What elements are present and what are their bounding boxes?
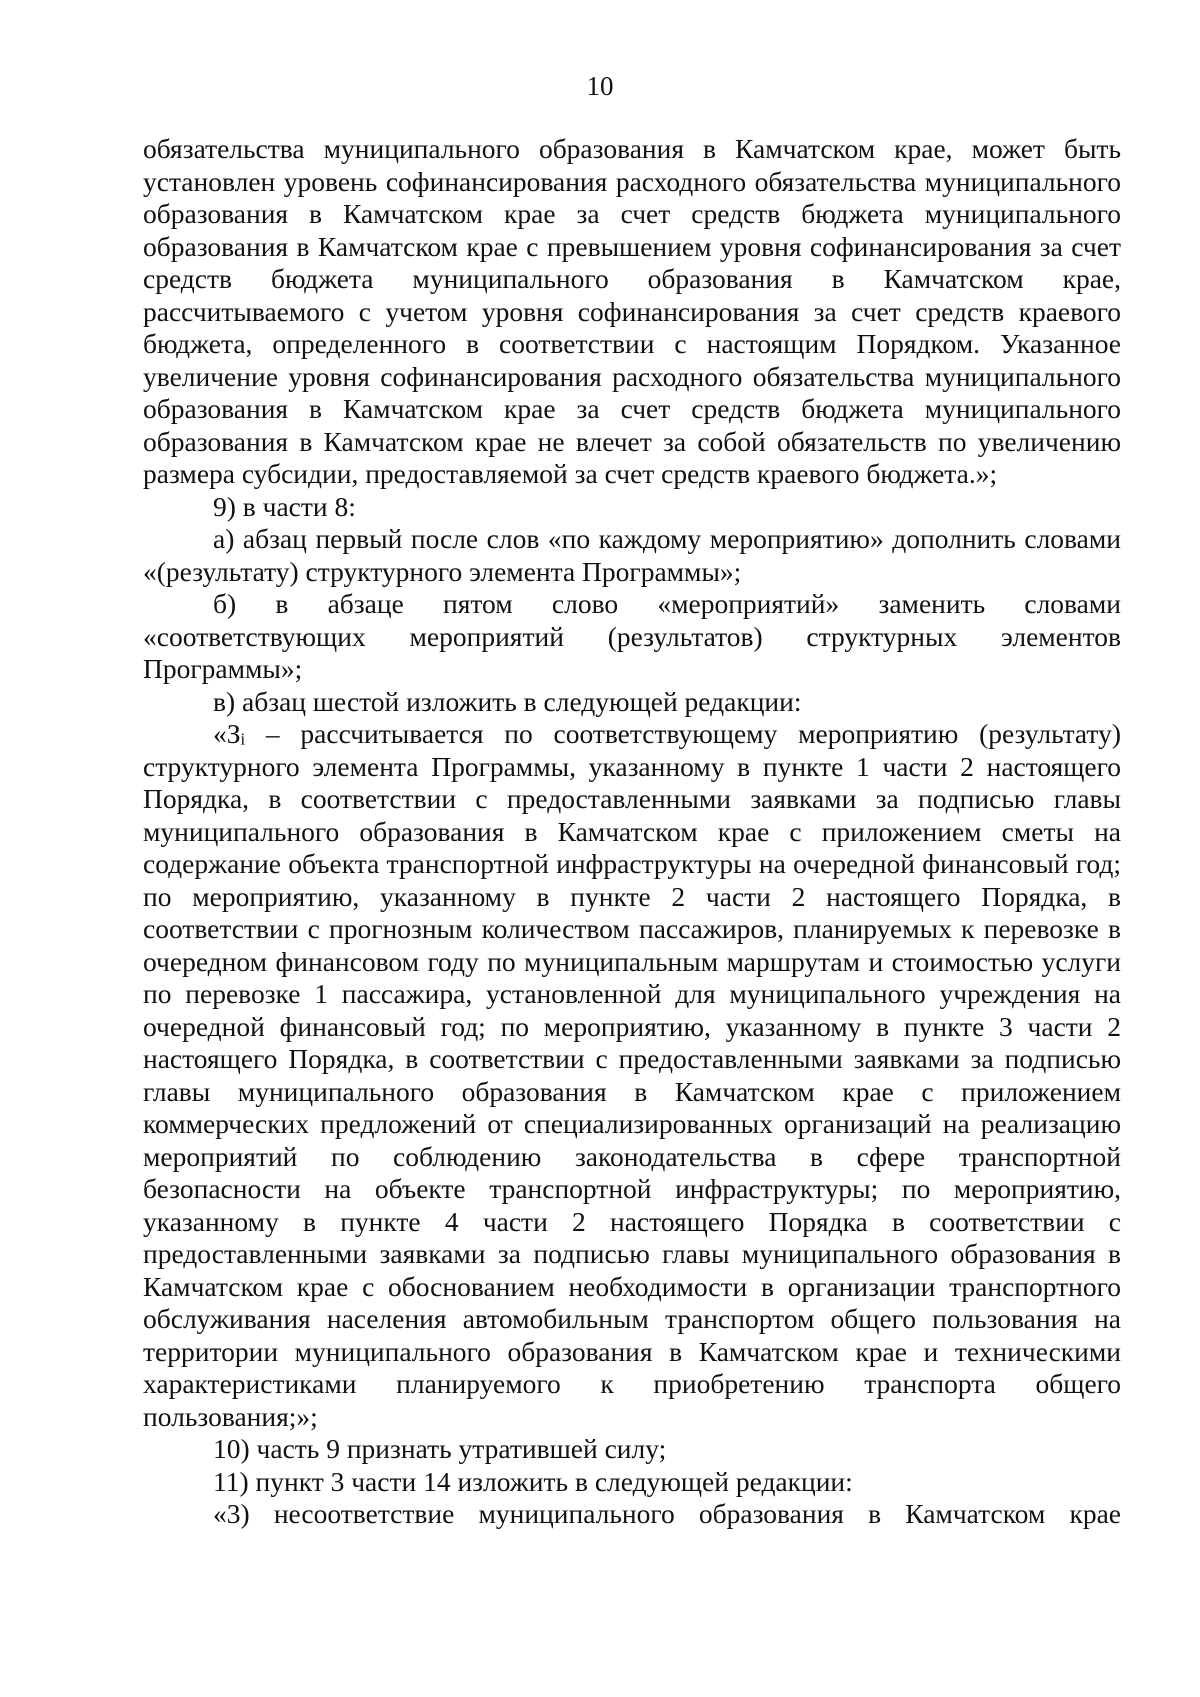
page-number: 10 [586, 71, 614, 101]
paragraph-continuation: обязательства муниципального образования в Камчатском крае, может быть установлен уровень софинансирования расходного обязательства муниципального образования в Камчатском крае за счет средств бюджета муниципального образования в Камчатском крае с превышением уровня софинансирования за счет средств бюджета муниципального образования в Камчатском крае, рассчитываемого с учетом уровня софинансирования за счет средств краевого бюджета, определенного в соответствии с настоящим Порядком. Указанное увеличение уровня софинансирования расходного обязательства муниципального образования в Камчатском крае за счет средств бюджета муниципального образования в Камчатском крае не влечет за собой обязательств по увеличению размера субсидии, предоставляемой за счет средств краевого бюджета.»; [143, 133, 1121, 489]
formula-symbol: «З [213, 718, 241, 749]
paragraph-item-9b: б) в абзаце пятом слово «мероприятий» заменить словами «соответствующих мероприятий (результатов) структурных элементов Программы»; [143, 588, 1121, 684]
paragraph-quote-item-3: «3) несоответствие муниципального образования в Камчатском крае [213, 1498, 1121, 1529]
paragraph-item-10: 10) часть 9 признать утратившей силу; [213, 1433, 667, 1464]
document-body [143, 133, 1121, 1531]
paragraph-item-9a: а) абзац первый после слов «по каждому мероприятию» дополнить словами «(результату) структурного элемента Программы»; [143, 523, 1121, 587]
paragraph-item-9v: в) абзац шестой изложить в следующей редакции: [213, 685, 802, 717]
paragraph-item-11: 11) пункт 3 части 14 изложить в следующей редакции: [213, 1465, 853, 1497]
formula-subscript: i [240, 729, 246, 749]
paragraph-item-9: 9) в части 8: [213, 490, 356, 522]
formula-definition-text: – рассчитывается по соответствующему мероприятию (результату) структурного элемента Программы, указанному в пункте 1 части 2 настоящего Порядка, в соответствии с предоставленными заявками за подписью главы муниципального образования в Камчатском крае с приложением сметы на содержание объекта транспортной инфраструктуры на очередной финансовый год; по мероприятию, указанному в пункте 2 части 2 настоящего Порядка, в соответствии с прогнозным количеством пассажиров, планируемых к перевозке в очередном финансовом году по муниципальным маршрутам и стоимостью услуги по перевозке 1 пассажира, установленной для муниципального учреждения на очередной финансовый год; по мероприятию, указанному в пункте 3 части 2 настоящего Порядка, в соответствии с предоставленными заявками за подписью главы муниципального образования в Камчатском крае с приложением коммерческих предложений от специализированных организаций на реализацию мероприятий по соблюдению законодательства в сфере транспортной безопасности на объекте транспортной инфраструктуры; по мероприятию, указанному в пункте 4 части 2 настоящего Порядка в соответствии с предоставленными заявками за подписью главы муниципального образования в Камчатском крае с обоснованием необходимости в организации транспортного обслуживания населения автомобильным транспортом общего пользования на территории муниципального образования в Камчатском крае и техническими характеристиками планируемого к приобретению транспорта общего пользования;»; [143, 718, 1121, 1432]
paragraph-formula-definition [143, 718, 1121, 1433]
